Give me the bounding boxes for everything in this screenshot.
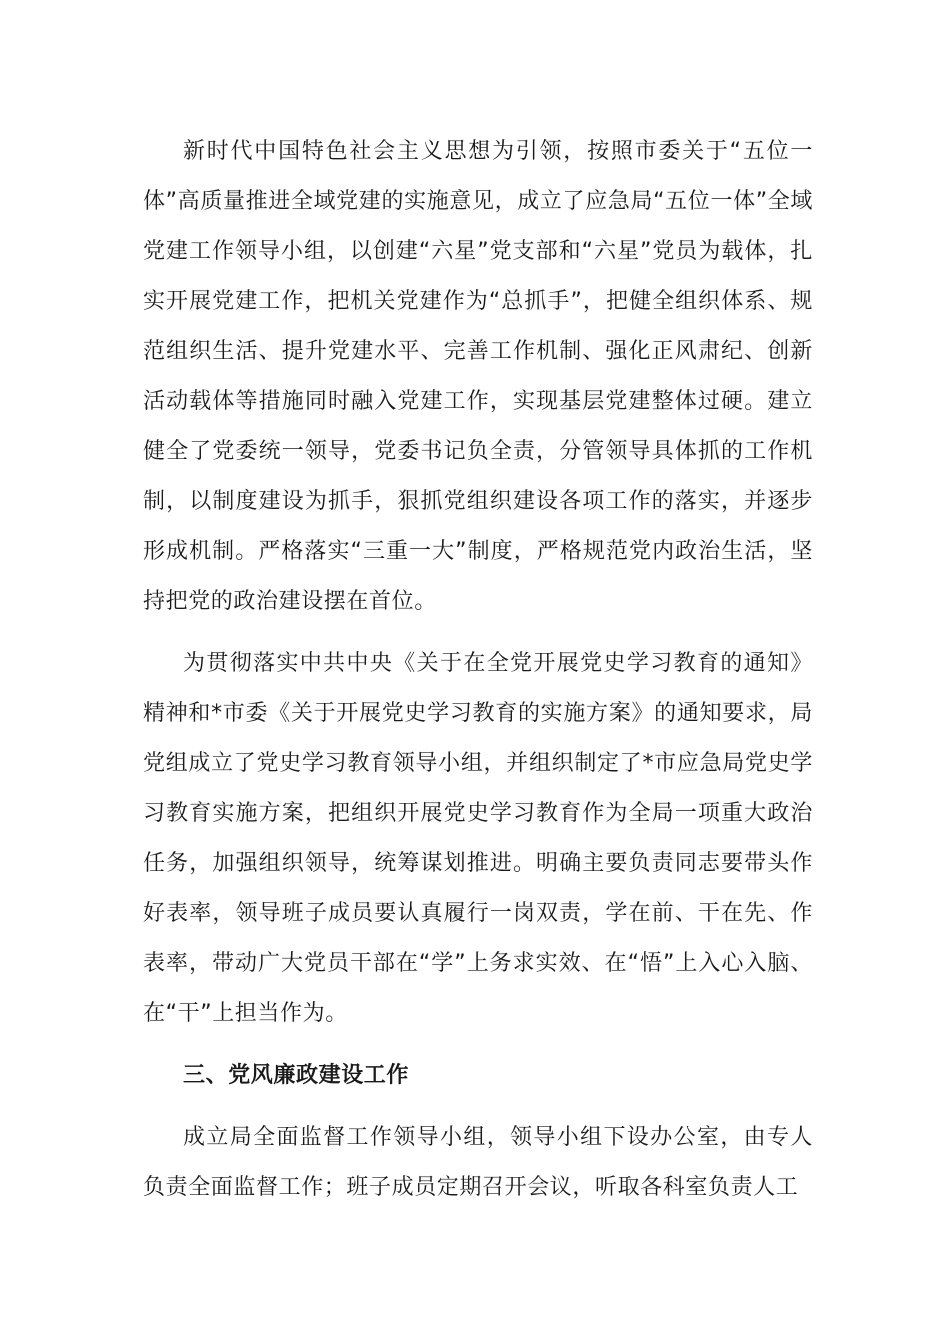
paragraph-party-history-education: 为贯彻落实中共中央《关于在全党开展党史学习教育的通知》精神和*市委《关于开展党史学习教育的实施方案》的通知要求，局党组成立了党史学习教育领导小组，并组织制定了*市应急局党史学习教育实施方案，把组织开展党史学习教育作为全局一项重大政治任务，加强组织领导，统筹谋划推进。明确主要负责同志要带头作好表率，领导班子成员要认真履行一岗双责，学在前、干在先、作表率，带动广大党员干部在“学”上务求实效、在“悟”上入心入脑、在“干”上担当作为。 <box>143 651 813 1026</box>
section-heading: 三、党风廉政建设工作 <box>183 1063 410 1088</box>
paragraph-supervision: 成立局全面监督工作领导小组，领导小组下设办公室，由专人负责全面监督工作；班子成员定期召开会议，听取各科室负责人工 <box>143 1125 813 1200</box>
document-body <box>143 127 813 1213</box>
paragraph-party-building: 新时代中国特色社会主义思想为引领，按照市委关于“五位一体”高质量推进全域党建的实施意见，成立了应急局“五位一体”全域党建工作领导小组，以创建“六星”党支部和“六星”党员为载体，扎实开展党建工作，把机关党建作为“总抓手”，把健全组织体系、规范组织生活、提升党建水平、完善工作机制、强化正风肃纪、创新活动载体等措施同时融入党建工作，实现基层党建整体过硬。建立健全了党委统一领导，党委书记负全责，分管领导具体抓的工作机制，以制度建设为抓手，狠抓党组织建设各项工作的落实，并逐步形成机制。严格落实“三重一大”制度，严格规范党内政治生活，坚持把党的政治建设摆在首位。 <box>143 139 813 614</box>
